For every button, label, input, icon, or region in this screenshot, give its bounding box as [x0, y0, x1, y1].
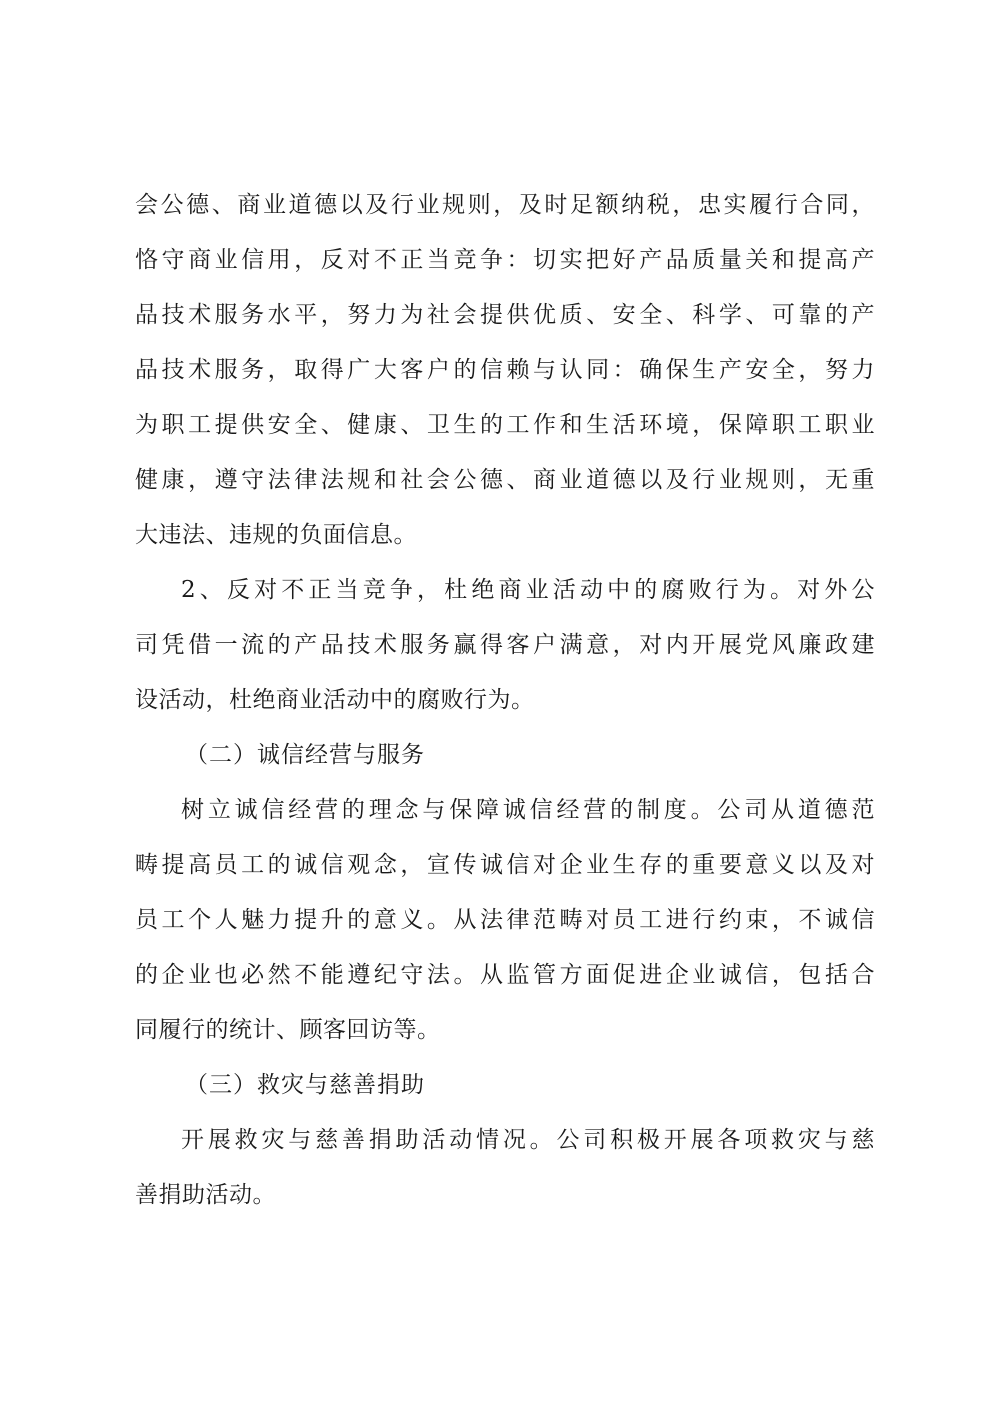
text-line: 恪守商业信用，反对不正当竞争：切实把好产品质量关和提高产: [135, 247, 875, 273]
text-line: 善捐助活动。: [135, 1182, 276, 1208]
text-line: 员工个人魅力提升的意义。从法律范畴对员工进行约束，不诚信: [135, 907, 875, 933]
text-line: 为职工提供安全、健康、卫生的工作和生活环境，保障职工职业: [135, 412, 875, 438]
text-line: 大违法、违规的负面信息。: [135, 522, 417, 548]
text-line: 开展救灾与慈善捐助活动情况。公司积极开展各项救灾与慈: [181, 1127, 875, 1153]
text-line: 2、反对不正当竞争，杜绝商业活动中的腐败行为。对外公: [181, 577, 875, 603]
text-line: 品技术服务水平，努力为社会提供优质、安全、科学、可靠的产: [135, 302, 875, 328]
text-line: 司凭借一流的产品技术服务赢得客户满意，对内开展党风廉政建: [135, 632, 875, 658]
text-line: 的企业也必然不能遵纪守法。从监管方面促进企业诚信，包括合: [135, 962, 875, 988]
text-line: 畴提高员工的诚信观念，宣传诚信对企业生存的重要意义以及对: [135, 852, 875, 878]
text-line: 同履行的统计、顾客回访等。: [135, 1017, 441, 1043]
section-heading-charity: （三）救灾与慈善捐助: [185, 1072, 425, 1098]
section-heading-integrity: （二）诚信经营与服务: [185, 742, 425, 768]
text-line: 树立诚信经营的理念与保障诚信经营的制度。公司从道德范: [181, 797, 875, 823]
text-line: 设活动，杜绝商业活动中的腐败行为。: [135, 687, 535, 713]
text-line: 健康，遵守法律法规和社会公德、商业道德以及行业规则，无重: [135, 467, 875, 493]
text-line: 会公德、商业道德以及行业规则，及时足额纳税，忠实履行合同，: [135, 192, 875, 218]
text-line: 品技术服务，取得广大客户的信赖与认同：确保生产安全，努力: [135, 357, 875, 383]
